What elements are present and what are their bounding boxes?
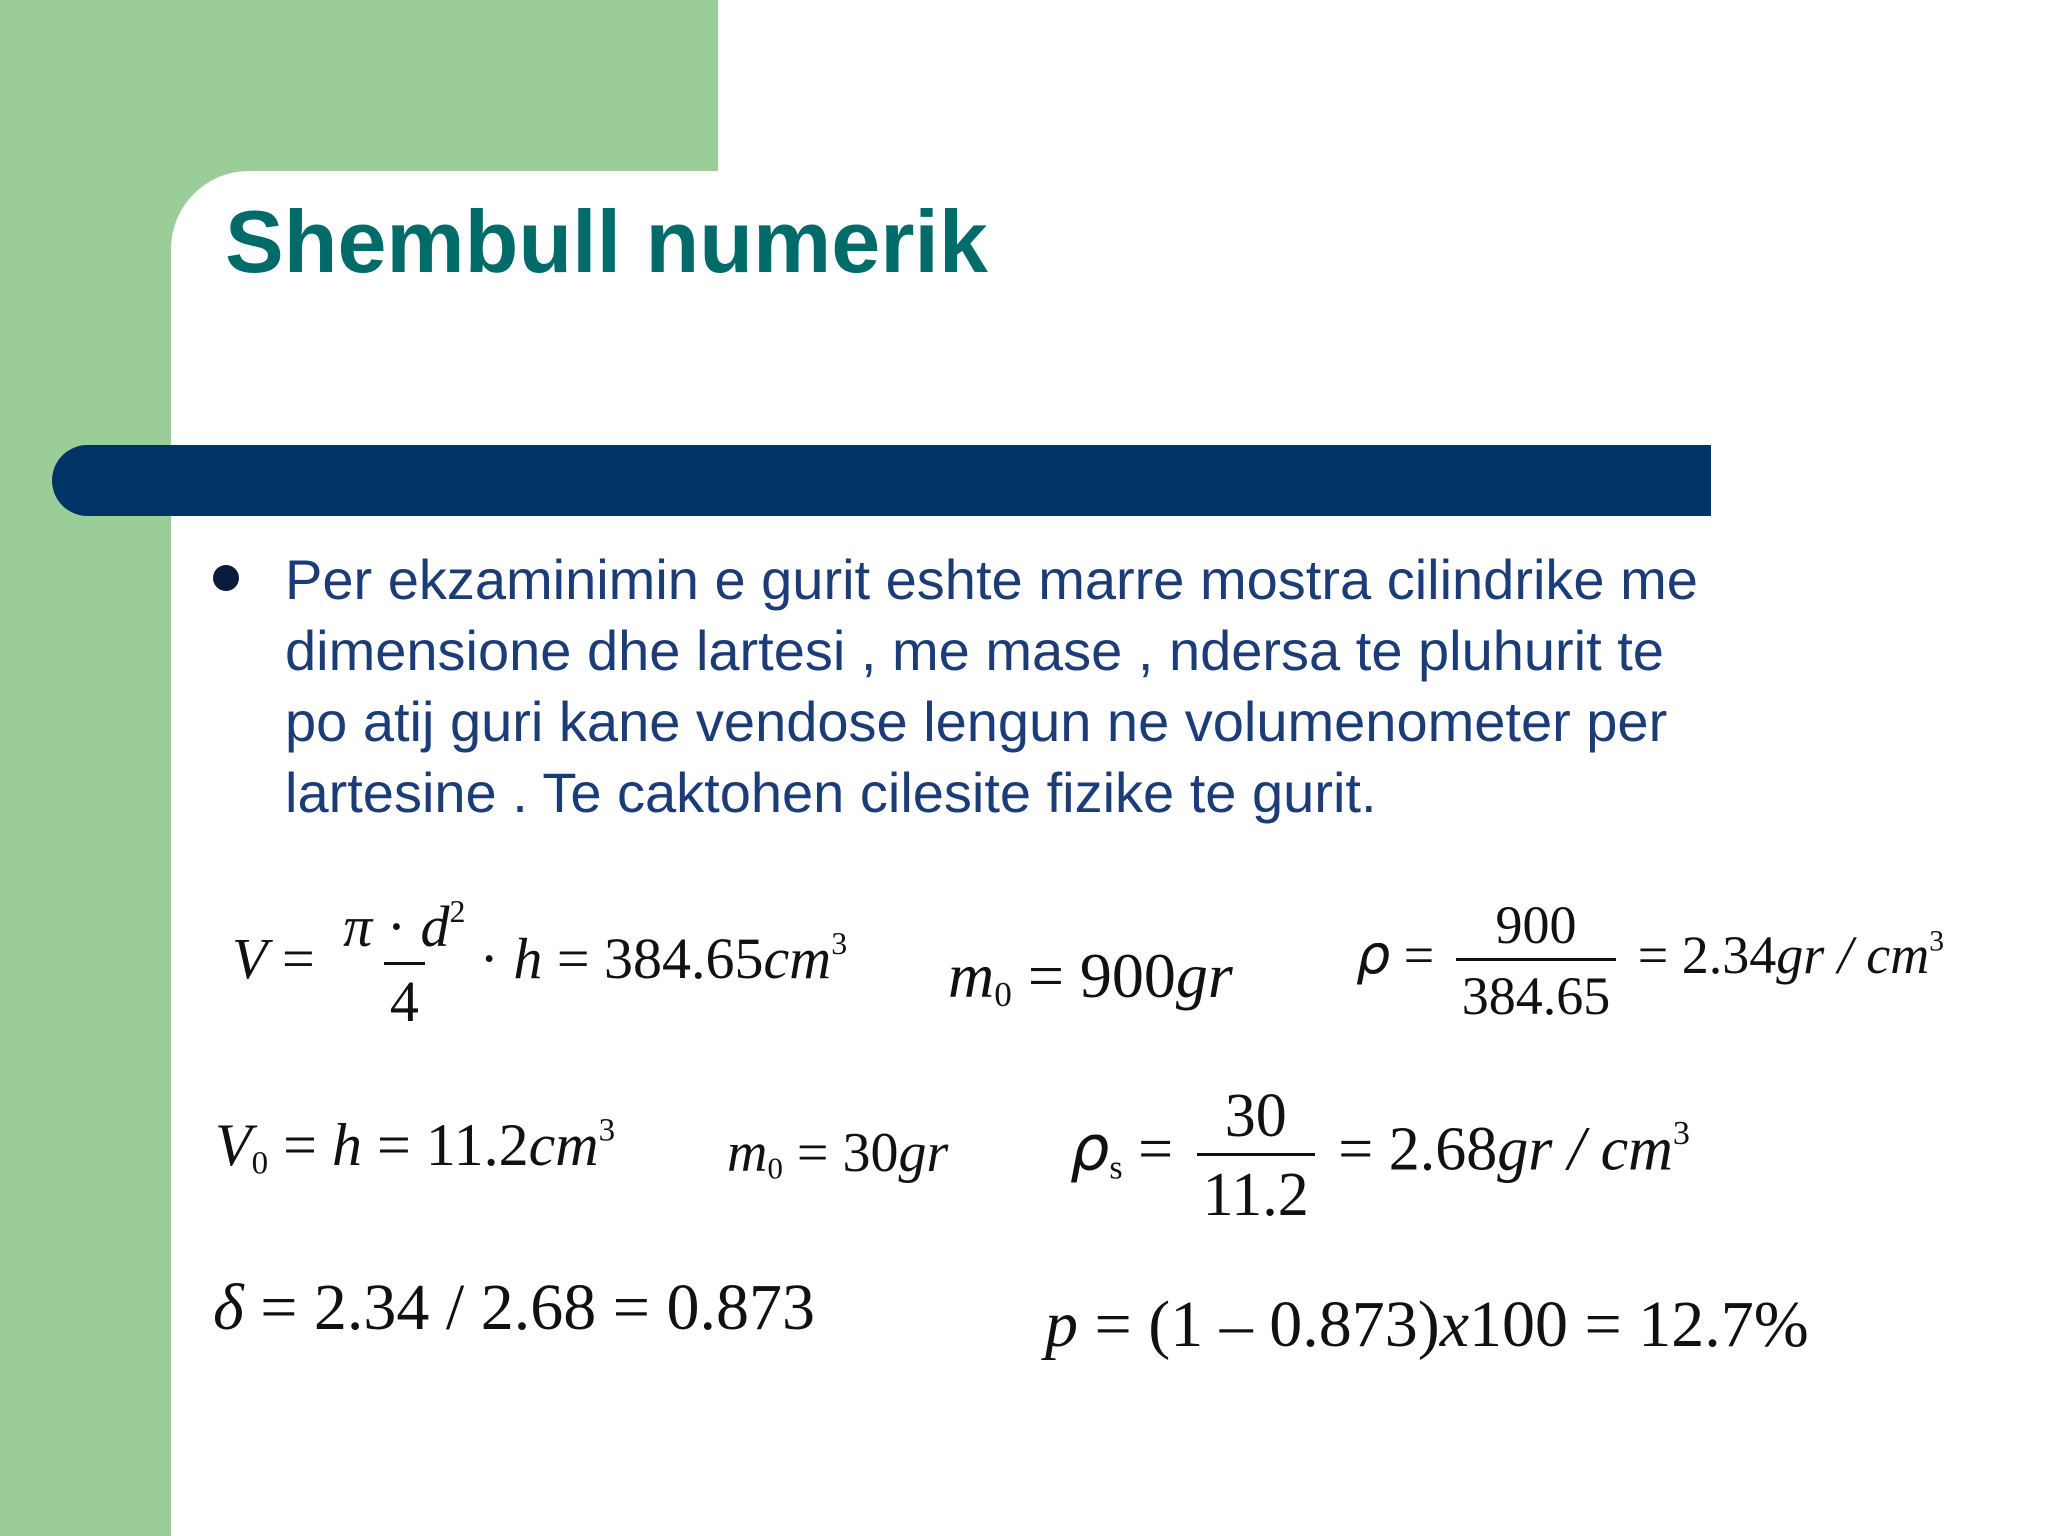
bullet-line: Per ekzaminimin e gurit eshte marre mostra cilindrike me xyxy=(285,548,1698,611)
mass-formula-1: $m_0 = 900gr$ xyxy=(948,940,1233,1014)
slide-title: Shembull numerik xyxy=(225,192,988,291)
bullet-line: dimensione dhe lartesi , me mase , ndersa te pluhurit te xyxy=(285,619,1664,682)
mass-formula-2: $m_0 = 30gr$ xyxy=(727,1122,949,1186)
bullet-marker xyxy=(213,565,239,591)
bullet-paragraph xyxy=(285,544,1985,828)
title-divider-bar xyxy=(52,445,1711,516)
density-fraction: $\frac{900}{384.65}$ xyxy=(1456,898,1617,1023)
bullet-line: lartesine . Te caktohen cilesite fizike te gurit. xyxy=(285,761,1377,824)
pore-volume-formula: $V_0 = h = 11.2cm^3$ xyxy=(215,1112,616,1182)
volume-fraction: $\frac{\pi \cdot d^2}{4}$ xyxy=(343,894,466,1034)
specific-density-formula: $\rho_s$ = $\frac{30}{11.2}$ = $2.68gr / cm^3$ xyxy=(1070,1082,1690,1229)
volume-formula: V = $\frac{\pi \cdot d^2}{4}$ · $h = 384.65cm^3$ xyxy=(232,894,848,1034)
density-formula: ρ = $\frac{900}{384.65}$ = $2.34gr / cm^3$ xyxy=(1356,895,1945,1026)
porosity-formula: p = (1 – 0.873)x100 = 12.7% xyxy=(1045,1288,1809,1361)
compactness-formula: δ = 2.34 / 2.68 = 0.873 xyxy=(213,1271,815,1344)
bullet-line: po atij guri kane vendose lengun ne volumenometer per xyxy=(285,690,1668,753)
specific-density-fraction: $\frac{30}{11.2}$ xyxy=(1197,1085,1315,1226)
